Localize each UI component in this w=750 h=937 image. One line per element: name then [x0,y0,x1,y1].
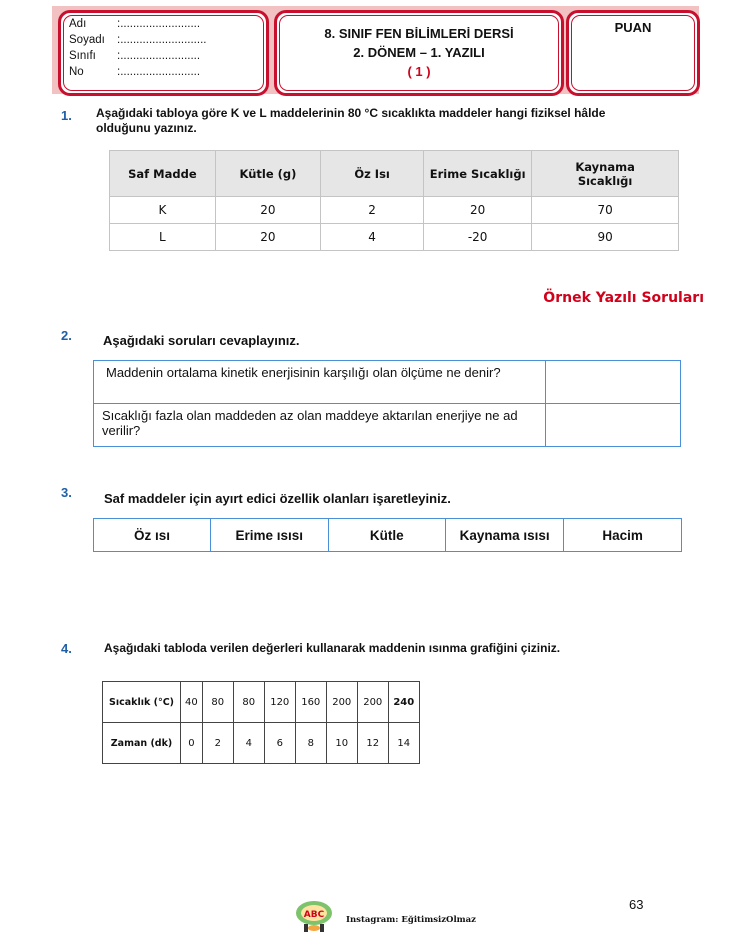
table-cell: 12 [357,723,388,764]
table-cell: 6 [264,723,295,764]
table-cell: 200 [357,682,388,723]
col-header-boiling-point: Kaynama Sıcaklığı [532,151,679,197]
q1-text-line2: olduğunu yazınız. [96,121,197,135]
table-cell: 2 [202,723,233,764]
class-field[interactable] [69,50,201,62]
surname-dots: :........................... [117,34,207,46]
option-heat-of-vaporization[interactable]: Kaynama ısısı [446,519,564,552]
table-cell: 240 [388,682,419,723]
number-label: No [69,66,84,78]
exam-title-box [274,10,564,96]
table-cell: 70 [532,197,679,224]
option-heat-of-fusion[interactable]: Erime ısısı [210,519,328,552]
abc-logo-icon [288,898,340,934]
q2-answer-1[interactable] [546,361,681,404]
q2-question-1: Maddenin ortalama kinetik enerjisinin karşılığı olan ölçüme ne denir? [94,361,546,404]
table-row [103,682,420,723]
score-box[interactable] [566,10,700,96]
table-cell: 2 [321,197,424,224]
q3-number: 3. [61,485,72,500]
table-cell: 4 [233,723,264,764]
q4-number: 4. [61,641,72,656]
q3-text: Saf maddeler için ayırt edici özellik olanları işaretleyiniz. [104,491,451,506]
number-field[interactable] [69,66,201,78]
example-questions-label: Örnek Yazılı Soruları [543,290,704,306]
name-label: Adı [69,18,87,30]
name-field[interactable] [69,18,201,30]
q2-table [93,360,681,447]
col-header-melting-point: Erime Sıcaklığı [424,151,532,197]
table-row [94,519,682,552]
table-row [94,404,681,447]
exam-title-line3: ( 1 ) [407,64,431,79]
table-cell: 4 [321,224,424,251]
table-row [110,224,679,251]
table-cell: -20 [424,224,532,251]
table-row [103,723,420,764]
number-dots: :......................... [117,66,201,78]
table-cell: 90 [532,224,679,251]
q1-text-line1: Aşağıdaki tabloya göre K ve L maddelerinin 80 °C sıcaklıkta maddeler hangi fiziksel hâlde [96,106,606,120]
table-row [94,361,681,404]
q2-text: Aşağıdaki soruları cevaplayınız. [103,333,300,348]
exam-title-line1: 8. SINIF FEN BİLİMLERİ DERSİ [324,26,514,41]
table-cell: 20 [424,197,532,224]
instagram-credit: Instagram: EğitimsizOlmaz [346,915,476,925]
table-cell: 8 [295,723,326,764]
q1-number: 1. [61,108,72,123]
q2-number: 2. [61,328,72,343]
surname-field[interactable] [69,34,207,46]
surname-label: Soyadı [69,34,105,46]
option-mass[interactable]: Kütle [328,519,445,552]
logo-text: ABC [303,910,325,920]
q2-answer-2[interactable] [546,404,681,447]
table-cell: 20 [215,224,320,251]
time-row-label: Zaman (dk) [103,723,181,764]
q4-text: Aşağıdaki tabloda verilen değerleri kullanarak maddenin ısınma grafiğini çiziniz. [104,641,561,655]
col-header-specific-heat: Öz Isı [321,151,424,197]
exam-title-line2: 2. DÖNEM – 1. YAZILI [353,45,485,60]
table-cell: 160 [295,682,326,723]
option-specific-heat[interactable]: Öz ısı [94,519,211,552]
name-dots: :......................... [117,18,201,30]
col-header-mass: Kütle (g) [215,151,320,197]
table-cell: 20 [215,197,320,224]
table-cell: 200 [326,682,357,723]
q1-table [109,150,679,251]
temperature-row-label: Sıcaklık (°C) [103,682,181,723]
table-cell: 120 [264,682,295,723]
table-cell: 80 [202,682,233,723]
page-number: 63 [629,897,644,912]
student-info-box [58,10,269,96]
table-cell: 14 [388,723,419,764]
class-label: Sınıfı [69,50,96,62]
table-cell: L [110,224,216,251]
table-row [110,197,679,224]
table-cell: 10 [326,723,357,764]
table-header-row [110,151,679,197]
table-cell: 80 [233,682,264,723]
table-cell: 0 [181,723,203,764]
table-cell: 40 [181,682,203,723]
option-volume[interactable]: Hacim [564,519,682,552]
class-dots: :......................... [117,50,201,62]
q2-question-2: Sıcaklığı fazla olan maddeden az olan maddeye aktarılan enerjiye ne ad verilir? [94,404,546,447]
q4-data-table [102,681,420,764]
table-cell: K [110,197,216,224]
q3-options-table [93,518,682,552]
col-header-substance: Saf Madde [110,151,216,197]
score-label: PUAN [614,20,652,35]
